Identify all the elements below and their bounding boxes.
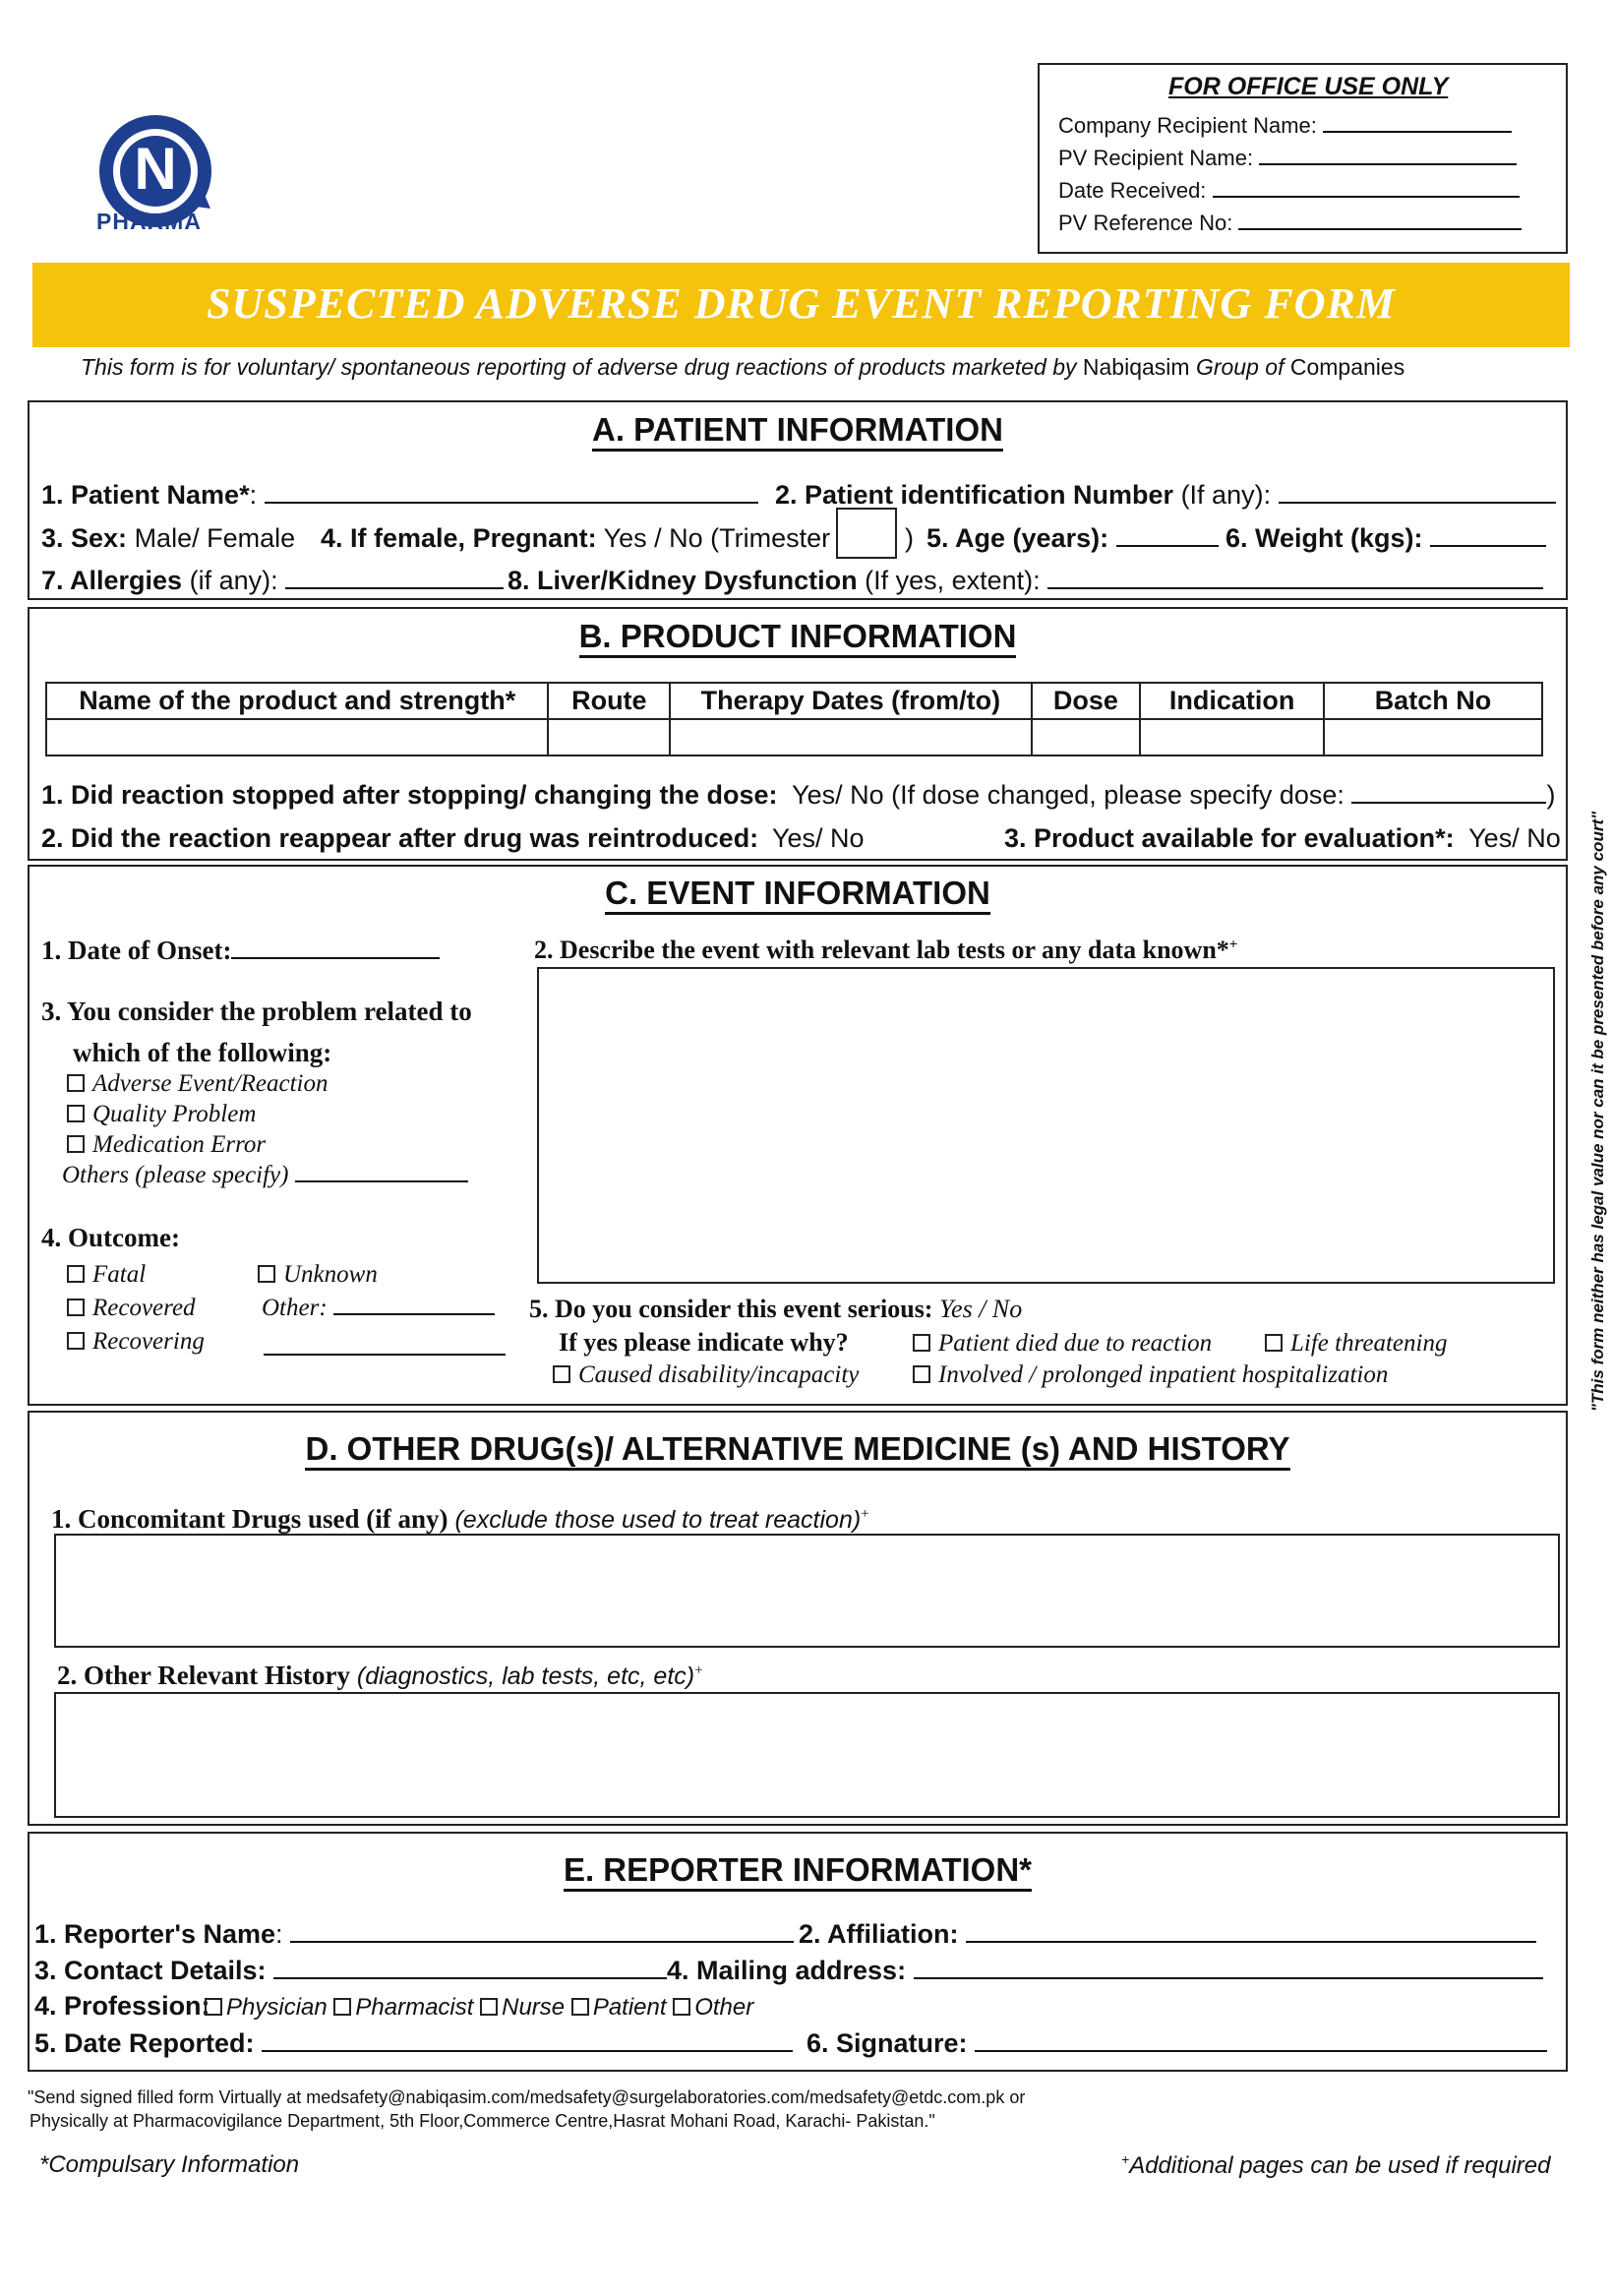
- why-label: If yes please indicate why?: [559, 1328, 849, 1357]
- field-value: Yes/ No (If dose changed, please specify dose:: [792, 780, 1344, 810]
- field-label: 1. Patient Name*: [41, 480, 250, 510]
- option-label: Other:: [262, 1295, 328, 1321]
- patient-name-field[interactable]: [41, 480, 758, 511]
- consider-label-2: which of the following:: [73, 1038, 332, 1067]
- table-cell-input[interactable]: [46, 719, 548, 755]
- checkbox[interactable]: [913, 1365, 930, 1383]
- section-title: C. EVENT INFORMATION: [30, 875, 1566, 912]
- field-note: (if any):: [182, 566, 278, 595]
- concomitant-drugs-textarea[interactable]: [54, 1534, 1560, 1648]
- patient-id-field[interactable]: [775, 480, 1556, 511]
- col-header: Indication: [1140, 683, 1324, 719]
- serious-question[interactable]: [529, 1295, 1022, 1324]
- pregnant-field[interactable]: [321, 523, 830, 554]
- field-label: 6. Weight (kgs):: [1225, 523, 1423, 553]
- field-value: Yes / No (Trimester: [596, 523, 831, 553]
- checkbox[interactable]: [258, 1265, 275, 1283]
- contact-details-field[interactable]: [34, 1956, 667, 1986]
- others-specify-field[interactable]: [62, 1162, 468, 1189]
- option-label: Medication Error: [92, 1131, 267, 1158]
- office-date-received[interactable]: [1058, 178, 1520, 204]
- field-label: 5. Do you consider this event serious:: [529, 1295, 933, 1323]
- checkbox[interactable]: [571, 1998, 589, 2016]
- section-title: E. REPORTER INFORMATION*: [30, 1851, 1566, 1889]
- date-reported-field[interactable]: [34, 2028, 793, 2059]
- intro-group: Group: [1195, 354, 1259, 380]
- office-company-recipient[interactable]: [1058, 113, 1512, 139]
- outcome-label: 4. Outcome:: [41, 1223, 180, 1252]
- additional-pages-note: +Additional pages can be used if required: [1121, 2151, 1551, 2179]
- weight-field[interactable]: [1225, 523, 1546, 554]
- liver-kidney-field[interactable]: [508, 566, 1543, 596]
- office-field-label: Company Recipient Name:: [1058, 113, 1317, 138]
- section-title: B. PRODUCT INFORMATION: [30, 618, 1566, 655]
- col-header: Therapy Dates (from/to): [670, 683, 1031, 719]
- profession-physician[interactable]: Physician: [205, 1994, 328, 2021]
- checkbox[interactable]: [67, 1074, 85, 1092]
- compulsory-note: *Compulsary Information: [39, 2151, 300, 2178]
- rechallenge-value[interactable]: Yes/ No: [772, 823, 865, 853]
- sex-field[interactable]: [41, 523, 295, 554]
- send-instructions-line-1: "Send signed filled form Virtually at medsafety@nabiqasim.com/medsafety@surgelaboratories.com/medsafety@etdc.com.pk or: [28, 2087, 1026, 2107]
- why-patient-died[interactable]: [913, 1330, 1212, 1358]
- option-medication-error[interactable]: [67, 1131, 266, 1159]
- dechallenge-question[interactable]: [41, 780, 1555, 811]
- trimester-close: ): [905, 523, 914, 553]
- section-title: D. OTHER DRUG(s)/ ALTERNATIVE MEDICINE (s) AND HISTORY: [30, 1430, 1566, 1468]
- evaluation-question[interactable]: [1004, 823, 1561, 854]
- field-label: Others (please specify): [62, 1162, 289, 1188]
- additional-marker: +: [694, 1662, 703, 1678]
- rechallenge-question[interactable]: [41, 823, 758, 854]
- intro-text: [81, 354, 1404, 381]
- col-header: Dose: [1032, 683, 1141, 719]
- consider-label: 3. You consider the problem related to: [41, 997, 472, 1026]
- outcome-recovered[interactable]: [67, 1295, 196, 1322]
- table-cell-input[interactable]: [548, 719, 670, 755]
- checkbox[interactable]: [480, 1998, 498, 2016]
- why-life-threatening[interactable]: [1265, 1330, 1447, 1358]
- option-adverse-event[interactable]: [67, 1070, 328, 1098]
- logo-wordmark: PHARMA: [96, 209, 202, 234]
- field-label: 8. Liver/Kidney Dysfunction: [508, 566, 858, 595]
- field-label: 4. If female, Pregnant:: [321, 523, 597, 553]
- why-disability[interactable]: [553, 1361, 859, 1389]
- field-value: Male/ Female: [127, 523, 296, 553]
- field-value: Yes/ No: [1468, 823, 1561, 853]
- checkbox[interactable]: [205, 1998, 222, 2016]
- field-value: Yes / No: [932, 1295, 1023, 1323]
- office-field-label: PV Recipient Name:: [1058, 146, 1254, 170]
- field-label: 2. Affiliation:: [799, 1919, 959, 1949]
- office-pv-recipient[interactable]: [1058, 146, 1517, 171]
- outcome-other[interactable]: [262, 1295, 495, 1322]
- form-title: SUSPECTED ADVERSE DRUG EVENT REPORTING FORM: [207, 279, 1396, 328]
- profession-nurse[interactable]: Nurse: [480, 1994, 565, 2021]
- concomitant-drugs-label: 1. Concomitant Drugs used (if any) (exclude those used to treat reaction)+: [51, 1504, 869, 1534]
- field-label: 6. Signature:: [806, 2028, 968, 2058]
- outcome-fatal[interactable]: [67, 1261, 146, 1289]
- product-table: [45, 682, 1543, 756]
- field-label: 5. Date Reported:: [34, 2028, 255, 2058]
- age-field[interactable]: [926, 523, 1219, 554]
- profession-pharmacist[interactable]: Pharmacist: [333, 1994, 473, 2021]
- mailing-address-field[interactable]: [667, 1956, 1543, 1986]
- table-cell-input[interactable]: [1140, 719, 1324, 755]
- table-cell-input[interactable]: [670, 719, 1031, 755]
- profession-other[interactable]: Other: [673, 1994, 753, 2021]
- additional-marker: +: [1228, 937, 1238, 953]
- table-header-row: [46, 683, 1542, 719]
- checkbox[interactable]: [67, 1332, 85, 1350]
- logo-letter: N: [134, 136, 177, 202]
- office-field-label: PV Reference No:: [1058, 211, 1233, 235]
- option-label: Fatal: [92, 1261, 147, 1288]
- section-title: A. PATIENT INFORMATION: [30, 411, 1566, 449]
- field-note: (If any):: [1173, 480, 1272, 510]
- outcome-recovering[interactable]: [67, 1328, 205, 1356]
- checkbox[interactable]: [67, 1265, 85, 1283]
- field-label: 1. Date of Onset:: [41, 936, 232, 965]
- option-label: Recovering: [92, 1328, 205, 1355]
- field-colon: :: [249, 480, 258, 510]
- profession-patient[interactable]: Patient: [571, 1994, 667, 2021]
- profession-options: [205, 1994, 753, 2022]
- onset-date-field[interactable]: [41, 936, 440, 966]
- option-label: Quality Problem: [92, 1101, 257, 1127]
- field-label: 5. Age (years):: [926, 523, 1109, 553]
- field-label: 1. Did reaction stopped after stopping/ changing the dose:: [41, 780, 778, 810]
- additional-marker: +: [1121, 2151, 1130, 2167]
- additional-marker: +: [861, 1506, 869, 1522]
- office-use-title: FOR OFFICE USE ONLY: [1168, 73, 1449, 100]
- field-label: 3. Product available for evaluation*:: [1004, 823, 1455, 853]
- col-header: Route: [548, 683, 670, 719]
- option-label: Life threatening: [1290, 1330, 1448, 1357]
- intro-companies: Companies: [1289, 354, 1405, 380]
- checkbox[interactable]: [67, 1299, 85, 1316]
- field-label: 3. Contact Details:: [34, 1956, 267, 1985]
- intro-sentence: This form is for voluntary/ spontaneous reporting of adverse drug reactions of products marketed by: [81, 354, 1083, 380]
- field-label: 7. Allergies: [41, 566, 183, 595]
- option-label: Caused disability/incapacity: [578, 1361, 860, 1388]
- option-quality-problem[interactable]: [67, 1101, 256, 1128]
- field-label: 1. Reporter's Name: [34, 1919, 276, 1949]
- field-label: 4. Mailing address:: [667, 1956, 907, 1985]
- profession-field: [34, 1991, 210, 2022]
- signature-field[interactable]: [806, 2028, 1547, 2059]
- option-label: Unknown: [283, 1261, 378, 1288]
- field-label: 3. Sex:: [41, 523, 128, 553]
- relevant-history-textarea[interactable]: [54, 1692, 1560, 1818]
- describe-event-textarea[interactable]: [537, 967, 1555, 1284]
- why-hospitalization[interactable]: [913, 1361, 1388, 1389]
- field-label: 2. Did the reaction reappear after drug was reintroduced:: [41, 823, 759, 853]
- trimester-box[interactable]: [836, 508, 897, 559]
- office-pv-reference[interactable]: [1058, 211, 1522, 236]
- checkbox[interactable]: [553, 1365, 570, 1383]
- table-cell-input[interactable]: [1032, 719, 1141, 755]
- checkbox[interactable]: [333, 1998, 351, 2016]
- checkbox[interactable]: [673, 1998, 690, 2016]
- outcome-other-line[interactable]: [264, 1354, 506, 1356]
- checkbox[interactable]: [913, 1334, 930, 1352]
- option-label: Patient died due to reaction: [938, 1330, 1213, 1357]
- field-note: (If yes, extent):: [857, 566, 1041, 595]
- reporter-name-field[interactable]: 1. Reporter's Name:: [34, 1919, 794, 1950]
- checkbox[interactable]: [1265, 1334, 1283, 1352]
- outcome-unknown[interactable]: [258, 1261, 378, 1289]
- field-close: ): [1546, 780, 1556, 810]
- allergies-field[interactable]: [41, 566, 504, 596]
- field-note: (exclude those used to treat reaction): [448, 1506, 862, 1534]
- option-label: Recovered: [92, 1295, 196, 1321]
- field-note: (diagnostics, lab tests, etc, etc): [349, 1662, 695, 1690]
- office-field-label: Date Received:: [1058, 178, 1207, 203]
- checkbox[interactable]: [67, 1135, 85, 1153]
- col-header: Batch No: [1324, 683, 1542, 719]
- table-cell-input[interactable]: [1324, 719, 1542, 755]
- send-instructions-line-2: Physically at Pharmacovigilance Department, 5th Floor,Commerce Centre,Hasrat Mohani Road, Karachi- Pakistan.": [30, 2111, 935, 2131]
- legal-disclaimer: "This form neither has legal value nor can it be presented before any court": [1588, 811, 1607, 1413]
- describe-event-label: 2. Describe the event with relevant lab tests or any data known*+: [534, 936, 1238, 964]
- checkbox[interactable]: [67, 1105, 85, 1122]
- field-label: 2. Patient identification Number: [775, 480, 1174, 510]
- option-label: Involved / prolonged inpatient hospitalization: [938, 1361, 1389, 1388]
- affiliation-field[interactable]: [799, 1919, 1536, 1950]
- table-row: [46, 719, 1542, 755]
- relevant-history-label: 2. Other Relevant History (diagnostics, lab tests, etc, etc)+: [57, 1661, 703, 1690]
- field-label: 4. Profession:: [34, 1991, 210, 2021]
- option-label: Adverse Event/Reaction: [92, 1070, 329, 1097]
- col-header: Name of the product and strength*: [46, 683, 548, 719]
- intro-company: Nabiqasim: [1082, 354, 1190, 380]
- intro-of: of: [1265, 354, 1284, 380]
